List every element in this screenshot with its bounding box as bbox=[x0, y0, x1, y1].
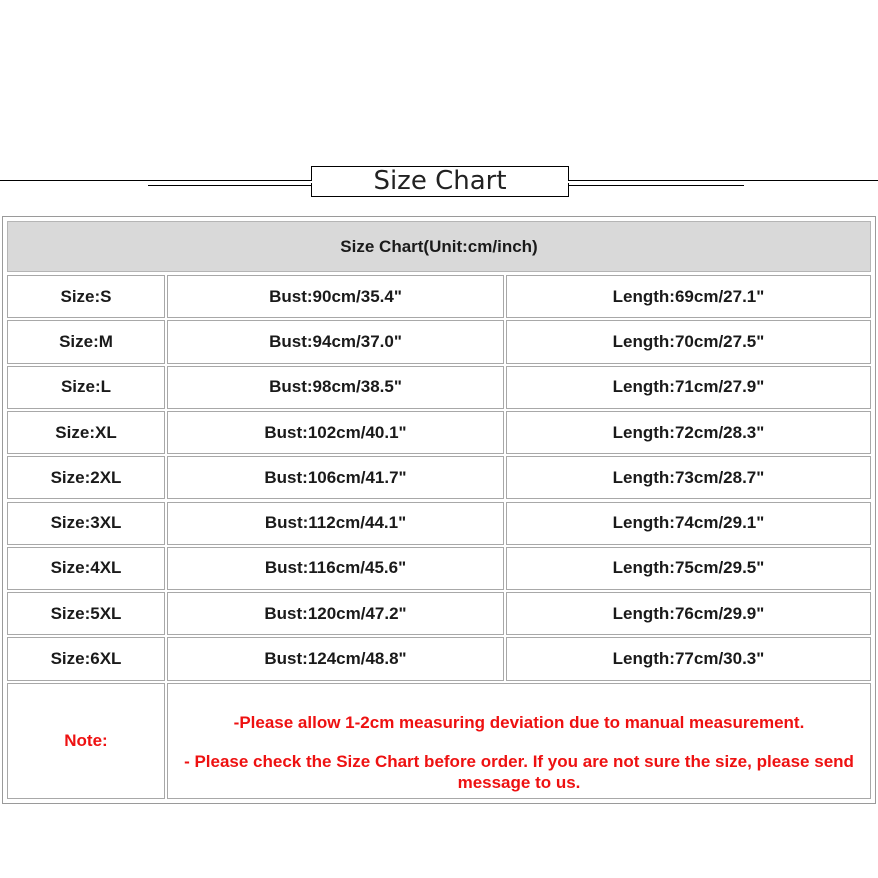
length-cell: Length:74cm/29.1" bbox=[506, 502, 871, 545]
size-cell: Size:XL bbox=[7, 411, 165, 454]
header-rule-left bbox=[0, 180, 312, 181]
note-line-check-size: - Please check the Size Chart before order. If you are not sure the size, please send message to us. bbox=[184, 751, 854, 792]
length-cell: Length:75cm/29.5" bbox=[506, 547, 871, 590]
bust-cell: Bust:112cm/44.1" bbox=[167, 502, 504, 545]
size-cell: Size:2XL bbox=[7, 456, 165, 499]
page-title: Size Chart bbox=[373, 166, 507, 196]
size-cell: Size:3XL bbox=[7, 502, 165, 545]
length-cell: Length:77cm/30.3" bbox=[506, 637, 871, 680]
header-rule-right-inner bbox=[568, 185, 744, 186]
size-cell: Size:L bbox=[7, 366, 165, 409]
length-cell: Length:72cm/28.3" bbox=[506, 411, 871, 454]
length-cell: Length:69cm/27.1" bbox=[506, 275, 871, 318]
header-rule-right bbox=[568, 180, 878, 181]
size-chart-table bbox=[2, 216, 876, 804]
note-line-measurement: -Please allow 1-2cm measuring deviation due to manual measurement. bbox=[233, 712, 805, 732]
length-cell: Length:73cm/28.7" bbox=[506, 456, 871, 499]
size-cell: Size:4XL bbox=[7, 547, 165, 590]
size-cell: Size:6XL bbox=[7, 637, 165, 680]
length-cell: Length:71cm/27.9" bbox=[506, 366, 871, 409]
note-text bbox=[167, 683, 871, 799]
size-chart-header bbox=[0, 160, 878, 210]
length-cell: Length:70cm/27.5" bbox=[506, 320, 871, 363]
bust-cell: Bust:116cm/45.6" bbox=[167, 547, 504, 590]
bust-cell: Bust:106cm/41.7" bbox=[167, 456, 504, 499]
length-cell: Length:76cm/29.9" bbox=[506, 592, 871, 635]
bust-cell: Bust:90cm/35.4" bbox=[167, 275, 504, 318]
size-cell: Size:M bbox=[7, 320, 165, 363]
bust-cell: Bust:98cm/38.5" bbox=[167, 366, 504, 409]
bust-cell: Bust:124cm/48.8" bbox=[167, 637, 504, 680]
size-cell: Size:S bbox=[7, 275, 165, 318]
table-caption: Size Chart(Unit:cm/inch) bbox=[7, 221, 871, 272]
bust-cell: Bust:120cm/47.2" bbox=[167, 592, 504, 635]
note-label: Note: bbox=[7, 683, 165, 799]
title-frame bbox=[311, 166, 569, 197]
bust-cell: Bust:102cm/40.1" bbox=[167, 411, 504, 454]
size-cell: Size:5XL bbox=[7, 592, 165, 635]
header-rule-left-inner bbox=[148, 185, 312, 186]
bust-cell: Bust:94cm/37.0" bbox=[167, 320, 504, 363]
